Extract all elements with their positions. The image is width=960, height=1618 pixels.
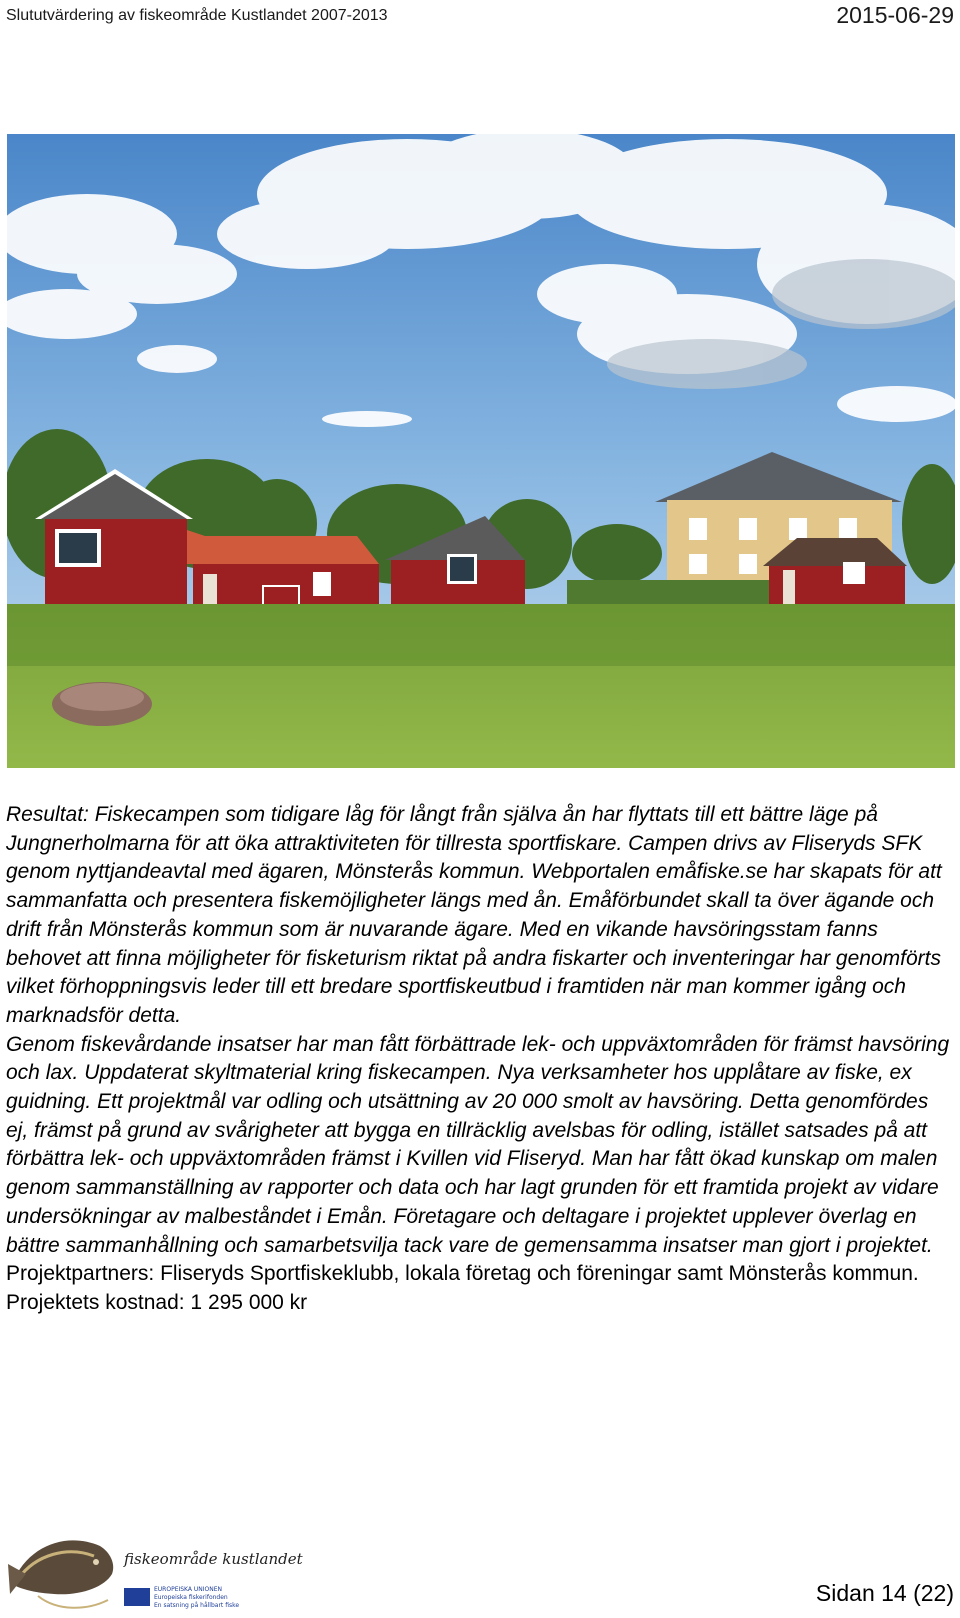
page-number: Sidan 14 (22) — [815, 1580, 954, 1606]
result-paragraph: Resultat: Fiskecampen som tidigare låg för långt från själva ån har flyttats till ett bättre läge på Jungnerholmarna för att öka attraktiviteten för tillresta sportfiskare. Campen drivs av Fliseryds SFK genom nyttjandeavtal med ägaren, Mönsterås kommun. Webportalen emåfiske.se har skapats för att sammanfatta och presentera fiskemöjligheter längs med ån. Emåförbundet skall ta över ägande och drift från Mönsterås kommun som är nuvarande ägare. Med en vikande havsöringsstam fanns behovet att finna möjligheter för fisketurism riktat på andra fiskarter och inventeringar har genomförts vilket förhoppningsvis leder till ett bredare sportfiskeutbud i framtiden när man kommer igång och marknadsför detta. — [6, 803, 942, 1027]
page-header — [6, 0, 954, 34]
document-title: Slututvärdering av fiskeområde Kustlandet 2007-2013 — [6, 7, 388, 24]
partners-paragraph: Projektpartners: Fliseryds Sportfiskeklubb, lokala företag och föreningar samt Mönsterås kommun. — [6, 1262, 919, 1286]
effects-paragraph: Genom fiskevårdande insatser har man fått förbättrade lek- och uppväxtområden för främst havsöring och lax. Uppdaterat skyltmaterial kring fiskecampen. Nya verksamheter hos upplåtare av fiske, ex guidning. Ett projektmål var odling och utsättning av 20 000 smolt av havsöring. Detta genomfördes ej, främst på grund av svårigheter att bygga en tillräcklig avelsbas för odling, istället satsades på att förbättra lek- och uppväxtområden främst i Kvillen vid Fliseryd. Man har fått ökad kunskap om malen genom sammanställning av rapporter och data och har lagt grunden för ett framtida projekt av vidare undersökningar av malbeståndet i Emån. Företagare och deltagare i projektet upplever överlag en bättre sammanhållning och samarbetsvilja tack vare de gemensamma insatser man gjort i projektet. — [6, 1032, 950, 1257]
eu-slogan-label: En satsning på hållbart fiske — [154, 1602, 240, 1609]
eu-fund-label: Europeiska fiskerifonden — [154, 1594, 228, 1601]
eu-flag-icon — [124, 1588, 150, 1606]
campsite-photo — [7, 134, 955, 768]
eu-emblem — [124, 1582, 240, 1610]
cost-paragraph: Projektets kostnad: 1 295 000 kr — [6, 1290, 308, 1314]
body-text — [6, 801, 954, 1318]
logo-text: fiskeområde kustlandet — [124, 1550, 303, 1568]
eu-union-label: EUROPEISKA UNIONEN — [154, 1586, 223, 1593]
document-date: 2015-06-29 — [836, 2, 954, 28]
footer-logo — [8, 1524, 303, 1614]
